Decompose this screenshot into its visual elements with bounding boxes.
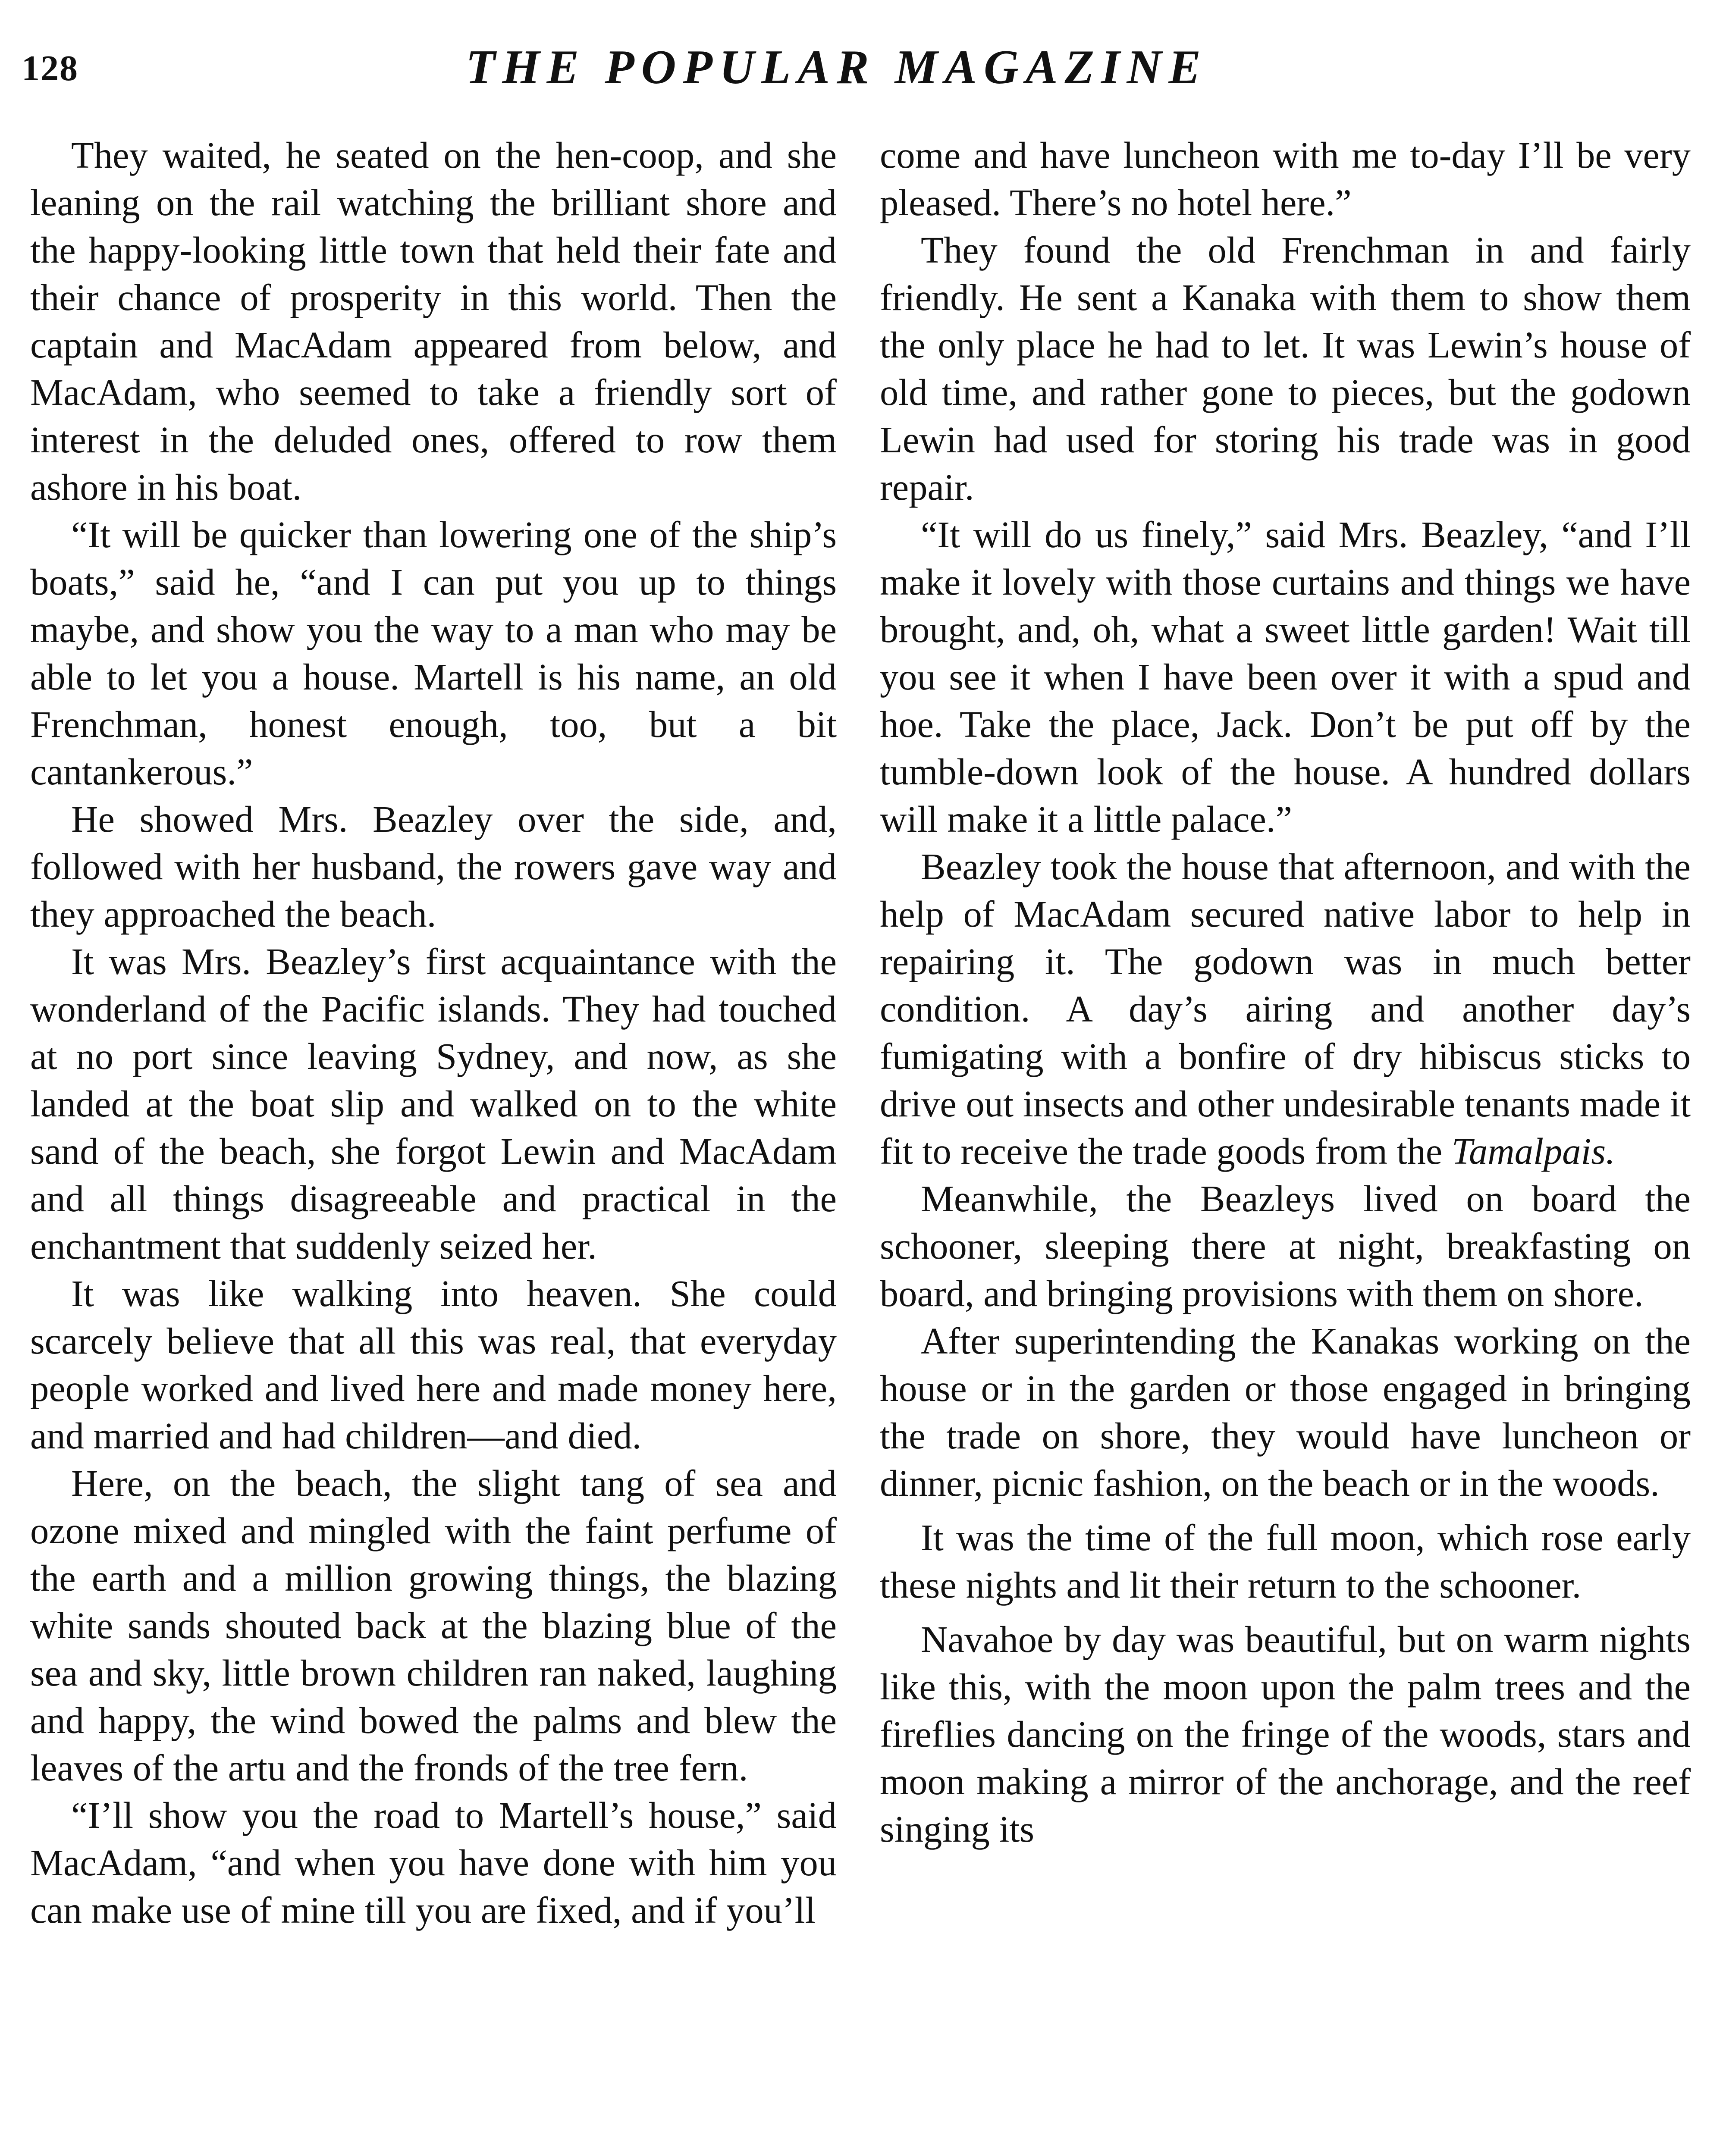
left-column	[30, 132, 837, 1934]
paragraph: It was Mrs. Beazley’s first acquaintance with the wonderland of the Pacific islands. They had touched at no port since leaving Sydney, and now, as she landed at the boat slip and walked on to the white sand of the beach, she forgot Lewin and MacAdam and all things disagreeable and practical in the enchantment that suddenly seized her.	[30, 941, 837, 1267]
paragraph: It was like walking into heaven. She could scarcely believe that all this was real, that everyday people worked and lived here and made money here, and married and had children—and died.	[30, 1273, 837, 1457]
paragraph: Meanwhile, the Beazleys lived on board the schooner, sleeping there at night, breakfasting on board, and bringing provisions with them on shore.	[880, 1178, 1691, 1314]
ship-name: Tamalpais.	[1451, 1131, 1615, 1172]
paragraph: They waited, he seated on the hen-coop, and she leaning on the rail watching the brilliant shore and the happy-looking little town that held their fate and their chance of prosperity in this world. Then the captain and MacAdam appeared from below, and MacAdam, who seemed to take a friendly sort of interest in the deluded ones, offered to row them ashore in his boat.	[30, 135, 837, 508]
paragraph: Navahoe by day was beautiful, but on warm nights like this, with the moon upon the palm trees and the fireflies dancing on the fringe of the woods, stars and moon making a mirror of the anchorage, and the reef singing its	[880, 1619, 1691, 1850]
paragraph-continuation: come and have luncheon with me to-day I’ll be very pleased. There’s no hotel here.”	[880, 135, 1691, 223]
paragraph-text: Beazley took the house that afternoon, and with the help of MacAdam secured native labor to help in repairing it. The godown was in much better condition. A day’s airing and another day’s fumigating with a bonfire of dry hibiscus sticks to drive out insects and other undesirable tenants made it fit to receive the trade goods from the	[880, 846, 1691, 1172]
right-column	[880, 132, 1691, 1853]
paragraph: “It will do us finely,” said Mrs. Beazley, “and I’ll make it lovely with those curtains and things we have brought, and, oh, what a sweet little garden! Wait till you see it when I have been over it with a spud and hoe. Take the place, Jack. Don’t be put off by the tumble-down look of the house. A hundred dollars will make it a little palace.”	[880, 514, 1691, 840]
paragraph: He showed Mrs. Beazley over the side, and, followed with her husband, the rowers gave way and they approached the beach.	[30, 799, 837, 935]
paragraph: “It will be quicker than lowering one of the ship’s boats,” said he, “and I can put you up to things maybe, and show you the way to a man who may be able to let you a house. Martell is his name, an old Frenchman, honest enough, too, but a bit cantankerous.”	[30, 514, 837, 793]
page-number: 128	[22, 48, 78, 88]
paragraph: “I’ll show you the road to Martell’s house,” said MacAdam, “and when you have done with him you can make use of mine till you are fixed, and if you’ll	[30, 1795, 837, 1931]
paragraph	[880, 843, 1691, 1175]
paragraph: After superintending the Kanakas working on the house or in the garden or those engaged in bringing the trade on shore, they would have luncheon or dinner, picnic fashion, on the beach or in the woods.	[880, 1320, 1691, 1504]
running-head: THE POPULAR MAGAZINE	[466, 41, 1208, 94]
paragraph: They found the old Frenchman in and fairly friendly. He sent a Kanaka with them to show them the only place he had to let. It was Lewin’s house of old time, and rather gone to pieces, but the godown Lewin had used for storing his trade was in good repair.	[880, 229, 1691, 508]
paragraph: It was the time of the full moon, which rose early these nights and lit their return to the schooner.	[880, 1517, 1691, 1606]
paragraph: Here, on the beach, the slight tang of sea and ozone mixed and mingled with the faint perfume of the earth and a million growing things, the blazing white sands shouted back at the blazing blue of the sea and sky, little brown children ran naked, laughing and happy, the wind bowed the palms and blew the leaves of the artu and the fronds of the tree fern.	[30, 1463, 837, 1789]
